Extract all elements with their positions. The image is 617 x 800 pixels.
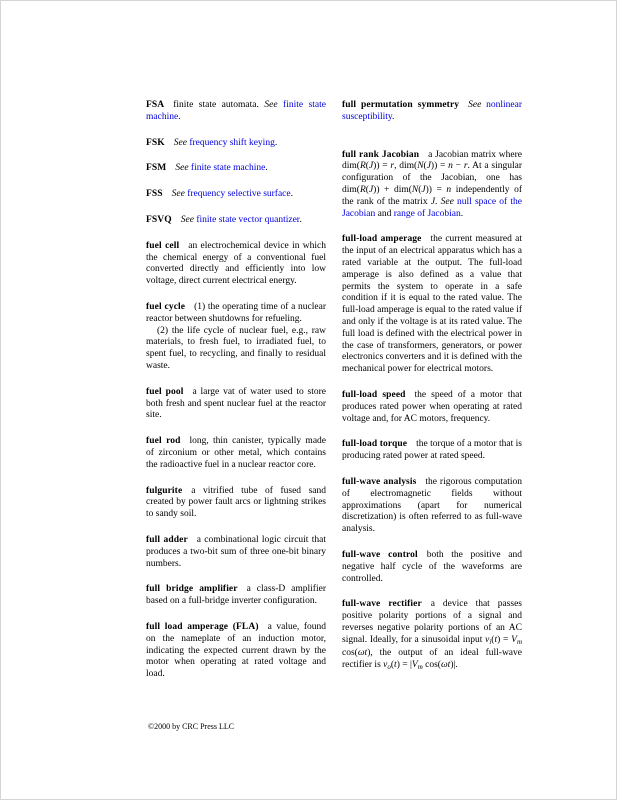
definition-text: J	[430, 196, 436, 207]
definition-text: See	[264, 100, 284, 110]
definition-paragraph	[342, 234, 522, 376]
glossary-entry	[342, 150, 522, 221]
definition-text: )|.	[450, 660, 458, 671]
glossary-entry	[342, 234, 522, 376]
definition-text: ωt	[440, 660, 451, 671]
definition-text: .	[392, 111, 395, 122]
definition-text: i	[489, 637, 492, 646]
definition-text: v	[383, 660, 388, 671]
definition-text: R	[359, 184, 366, 195]
definition-paragraph	[342, 100, 522, 124]
definition-text: .	[460, 208, 464, 219]
entry-term: full bridge amplifier	[146, 584, 238, 595]
definition-text: R	[359, 161, 366, 172]
definition-paragraph	[342, 150, 522, 221]
cross-reference-link[interactable]: frequency shift keying	[189, 137, 275, 148]
glossary-entry	[146, 486, 326, 521]
definition-text: J	[368, 184, 374, 195]
cross-reference-link[interactable]: nonlinear susceptibility	[342, 100, 523, 122]
definition-text: (	[491, 634, 495, 645]
definition-text: a large vat of water used to store both fresh and spent nuclear fuel at the reactor site.	[146, 386, 326, 421]
definition-text: See	[180, 214, 197, 225]
definition-text: cos(	[342, 648, 358, 659]
glossary-column-left	[146, 100, 326, 695]
definition-text: v	[485, 634, 490, 645]
entry-term: full-load speed	[342, 389, 406, 400]
entry-term: fuel cell	[146, 240, 180, 251]
definition-text: r	[390, 161, 395, 172]
definition-text: )) =	[430, 161, 449, 172]
definition-text: See	[175, 163, 191, 174]
definition-text: a Jacobian matrix where dim(	[342, 149, 522, 172]
definition-text: ωt	[357, 648, 368, 659]
definition-text: (2) the life cycle of nuclear fuel, e.g., raw materials, to fresh fuel, to irradiated fuel, to spent fuel, to recycling, and finally to residual waste.	[146, 325, 326, 371]
definition-text: ) =	[497, 634, 512, 645]
definition-paragraph	[342, 439, 522, 463]
definition-text: both the positive and negative half cycle of the waveforms are controlled.	[342, 549, 522, 584]
entry-term: FSS	[146, 189, 163, 200]
definition-text: o	[387, 663, 391, 672]
definition-text: See	[440, 196, 457, 207]
definition-paragraph	[342, 390, 522, 425]
definition-text: an electrochemical device in which the chemical energy of a conventional fuel converted directly and efficiently into low voltage, direct current electrical energy.	[146, 240, 326, 287]
definition-text: )) =	[425, 184, 447, 195]
definition-text: finite state automata.	[173, 100, 265, 110]
definition-text: the rigorous computation of electromagnetic fields without approximations (apart for numerical discretization) is often referred to as full-wave analysis.	[342, 476, 522, 535]
entry-term: full-load amperage	[342, 234, 422, 245]
definition-text: (	[390, 660, 395, 671]
definition-text: n	[448, 161, 453, 172]
glossary-entry	[342, 599, 522, 674]
glossary-entry	[146, 535, 326, 570]
definition-text: the current measured at the input of an electrical apparatus which has a rated variable at the output. The full-load amperage is also defined as a value that permits the system to operate in a safe condition if it is equal to the rated value. The full-load amperage is equal to the rated value if and only if the voltage is at its rated value. The full load is defined with the electrical power in the case of transformers, generators, or power electronics converters and it is defined with the mechanical power for electrical motors.	[342, 234, 522, 375]
definition-text: .	[178, 111, 181, 122]
definition-text: −	[452, 161, 464, 172]
definition-text: .	[290, 189, 293, 200]
definition-text: (	[423, 161, 427, 172]
glossary-entry	[146, 387, 326, 422]
definition-text: a device that passes positive polarity portions of a signal and reverses negative polarity portions of an AC signal. Ideally, for a sinusoidal input	[342, 599, 522, 645]
definition-paragraph	[342, 599, 522, 674]
entry-term: fuel rod	[146, 436, 181, 447]
glossary-entry	[342, 100, 522, 124]
definition-text: t	[394, 660, 397, 671]
definition-text: J	[426, 161, 431, 172]
definition-text: ), the output of an ideal full-wave rectifier is	[342, 648, 522, 671]
definition-text: t	[494, 634, 498, 645]
definition-text: (	[418, 184, 422, 195]
entry-term: full permutation symmetry	[342, 100, 460, 110]
cross-reference-link[interactable]: finite state vector quantizer	[196, 214, 300, 225]
definition-text: cos(	[422, 660, 441, 671]
definition-text: and	[375, 208, 394, 219]
definition-paragraph	[146, 215, 326, 227]
definition-text: the torque of a motor that is producing rated power at rated speed.	[342, 439, 522, 462]
definition-text: N	[411, 184, 419, 195]
definition-paragraph	[146, 535, 326, 570]
entry-term: FSVQ	[146, 214, 172, 225]
cross-reference-link[interactable]: finite state machine	[190, 163, 266, 174]
definition-text: See	[171, 189, 188, 200]
entry-term: full adder	[146, 534, 188, 545]
definition-text: long, thin canister, typically made of zirconium or other metal, which contains the radioactive fuel in a nuclear reactor core.	[146, 436, 326, 470]
cross-reference-link[interactable]: frequency selective surface	[187, 189, 291, 200]
definition-paragraph	[342, 550, 522, 585]
cross-reference-link[interactable]: range of Jacobian	[393, 208, 461, 219]
definition-text: r	[463, 161, 468, 172]
definition-text: n	[446, 184, 452, 195]
definition-text: independently of the rank of the matrix	[342, 184, 523, 207]
entry-term: full load amperage (FLA)	[146, 621, 259, 632]
glossary-entry	[146, 100, 326, 124]
entry-term: FSK	[146, 137, 165, 148]
definition-text: )) + dim(	[373, 184, 412, 195]
glossary-column-right	[342, 100, 522, 688]
entry-term: full-wave control	[342, 549, 418, 560]
definition-paragraph	[342, 477, 522, 536]
definition-paragraph	[146, 584, 326, 608]
definition-text: m	[417, 663, 423, 672]
entry-term: full-load torque	[342, 439, 408, 450]
entry-term: full-wave rectifier	[342, 599, 422, 610]
definition-text: a value, found on the nameplate of an induction motor, indicating the expected current drawn by the motor when operating at rated voltage and load.	[146, 621, 326, 680]
entry-term: FSM	[146, 163, 167, 174]
definition-text: .	[274, 137, 278, 148]
definition-paragraph	[146, 189, 326, 201]
glossary-entry	[342, 550, 522, 585]
definition-text: J	[421, 184, 426, 195]
glossary-entry	[342, 477, 522, 536]
glossary-entry	[146, 302, 326, 373]
cross-reference-link[interactable]: finite state machine	[146, 100, 326, 122]
definition-text: , dim(	[394, 161, 418, 172]
definition-text: (	[365, 161, 369, 172]
glossary-entry	[146, 189, 326, 201]
definition-text: a class-D amplifier based on a full-bridge inverter configuration.	[146, 584, 326, 607]
cross-reference-link[interactable]: null space of the Jacobian	[342, 196, 522, 219]
definition-text: V	[511, 634, 517, 645]
definition-text: .	[299, 214, 302, 225]
definition-text: m	[516, 637, 522, 646]
definition-paragraph	[146, 138, 326, 150]
glossary-entry	[146, 138, 326, 150]
definition-text: V	[411, 660, 418, 671]
definition-text: See	[173, 137, 190, 148]
definition-text: (1) the operating time of a nuclear reactor between shutdowns for refueling.	[146, 301, 326, 324]
glossary-entry	[146, 241, 326, 288]
definition-text: . At a singular configuration of the Jacobian, one has dim(	[342, 161, 522, 195]
glossary-entry	[146, 622, 326, 681]
definition-text: N	[417, 161, 424, 172]
entry-term: full-wave analysis	[342, 476, 417, 487]
entry-term: fuel cycle	[146, 301, 186, 312]
definition-paragraph	[146, 326, 326, 373]
definition-paragraph	[146, 302, 326, 326]
definition-text: )) =	[373, 161, 391, 172]
definition-text: J	[368, 161, 374, 172]
definition-text: .	[435, 196, 441, 207]
entry-term: fulgurite	[146, 485, 183, 496]
definition-text: a vitrified tube of fused sand created by power fault arcs or lightning strikes to sandy soil.	[146, 485, 326, 520]
glossary-entry	[146, 163, 326, 175]
entry-term: full rank Jacobian	[342, 149, 420, 160]
definition-text: a combinational logic circuit that produces a two-bit sum of three one-bit binary numbers.	[146, 534, 326, 569]
entry-term: FSA	[146, 100, 165, 110]
definition-text: ) = |	[396, 660, 412, 671]
glossary-entry	[342, 390, 522, 425]
definition-text: the speed of a motor that produces rated power when operating at rated voltage and, for AC motors, frequency.	[342, 389, 522, 424]
definition-text: See	[468, 100, 487, 110]
definition-paragraph	[146, 387, 326, 422]
glossary-entry	[146, 215, 326, 227]
definition-paragraph	[146, 486, 326, 521]
definition-paragraph	[146, 163, 326, 175]
definition-paragraph	[146, 622, 326, 681]
definition-paragraph	[146, 241, 326, 288]
definition-text: (	[365, 184, 369, 195]
glossary-entry	[146, 436, 326, 471]
copyright-footer: ©2000 by CRC Press LLC	[148, 722, 235, 731]
glossary-entry	[342, 439, 522, 463]
definition-text: .	[265, 163, 268, 174]
definition-paragraph	[146, 100, 326, 124]
entry-term: fuel pool	[146, 386, 184, 397]
definition-paragraph	[146, 436, 326, 471]
glossary-entry	[146, 584, 326, 608]
